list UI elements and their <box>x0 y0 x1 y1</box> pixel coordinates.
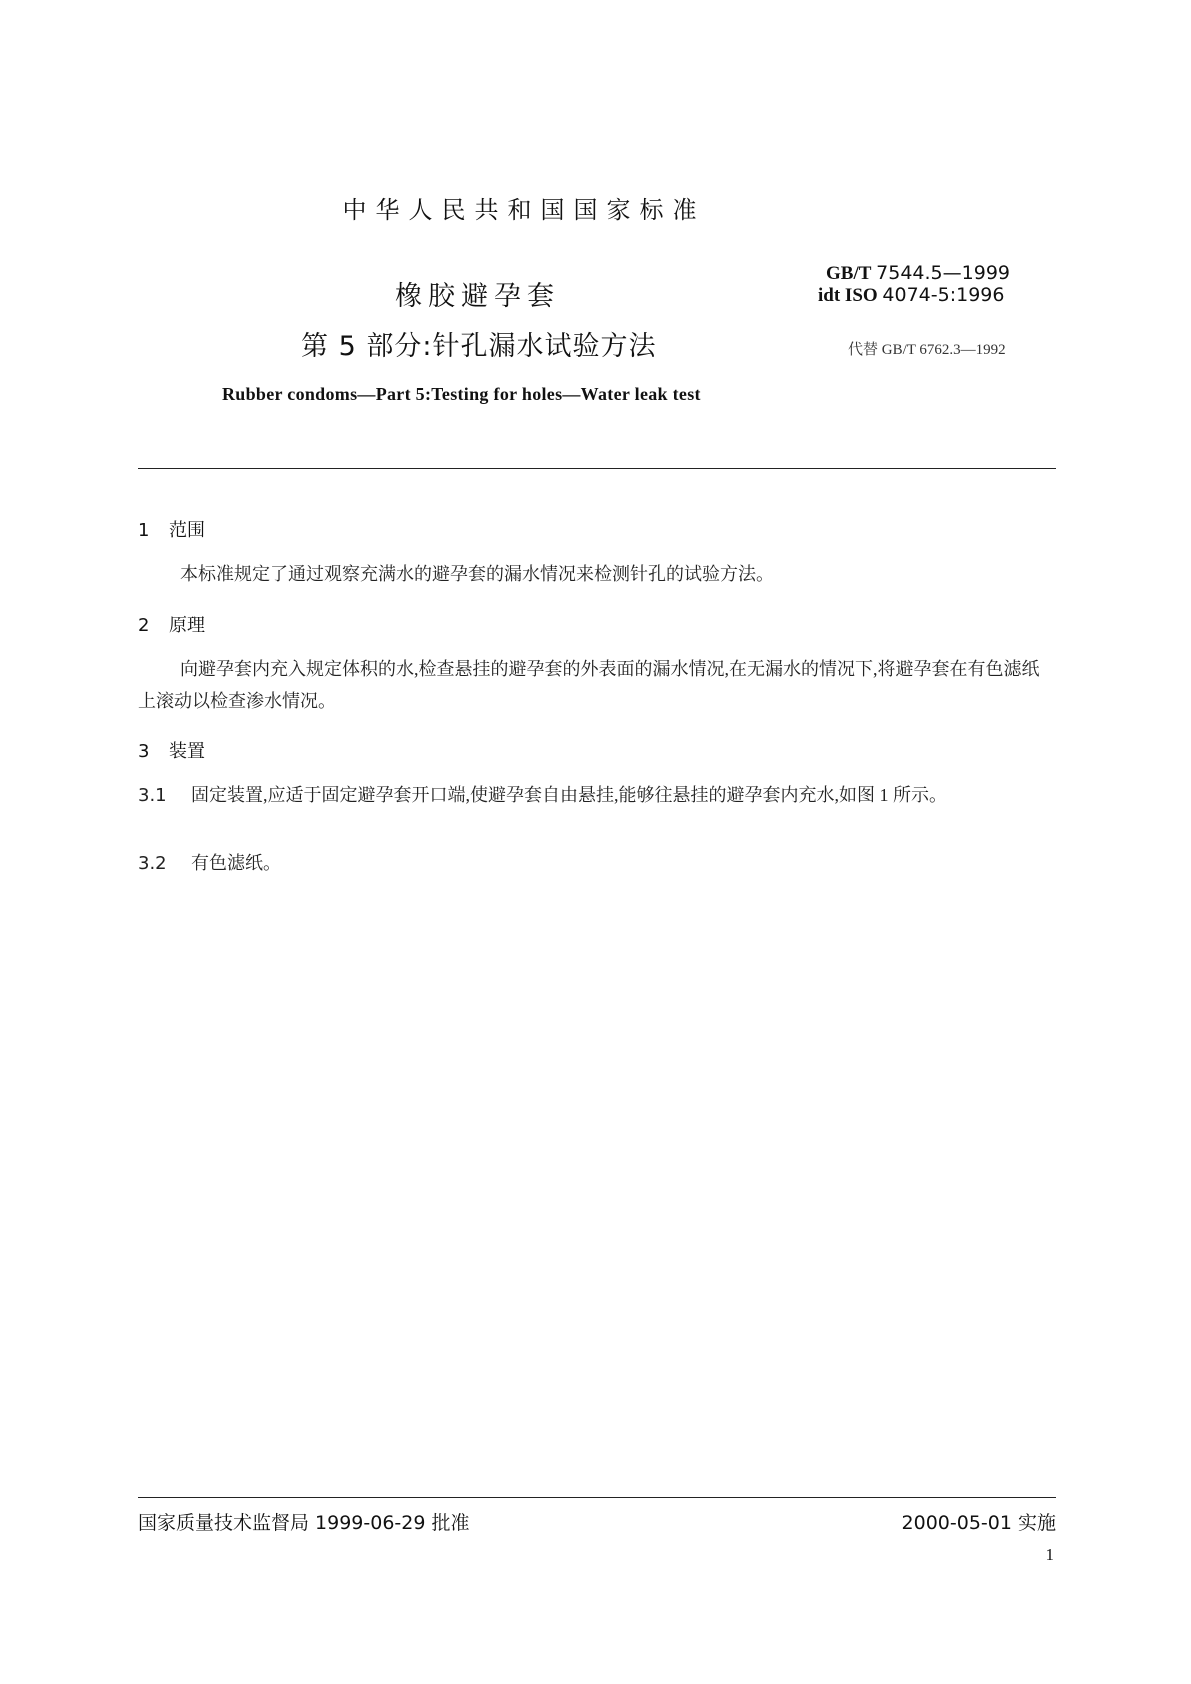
item-text: 有色滤纸。 <box>191 853 281 873</box>
section-title: 原理 <box>169 615 205 636</box>
section-title: 装置 <box>169 741 205 762</box>
idt-number: 4074-5:1996 <box>882 284 1005 306</box>
section-2-body: 向避孕套内充入规定体积的水,检查悬挂的避孕套的外表面的漏水情况,在无漏水的情况下,将避孕套在有色滤纸上滚动以检查渗水情况。 <box>138 659 1040 711</box>
gb-number: 7544.5—1999 <box>876 262 1010 284</box>
idt-prefix: idt ISO <box>818 285 878 306</box>
standard-number <box>826 262 1010 285</box>
gb-prefix: GB/T <box>826 263 872 284</box>
item-number: 3.1 <box>138 785 167 806</box>
title-cn-line-1: 橡胶避孕套 <box>395 281 560 312</box>
replaces-standard: 代替 GB/T 6762.3—1992 <box>848 342 1006 358</box>
section-number: 1 <box>138 520 150 541</box>
section-1-body: 本标准规定了通过观察充满水的避孕套的漏水情况来检测针孔的试验方法。 <box>180 564 774 584</box>
title-en: Rubber condoms—Part 5:Testing for holes—Water leak test <box>222 384 701 404</box>
section-3-heading <box>138 737 205 763</box>
implementation-date: 2000-05-01 实施 <box>901 1512 1056 1534</box>
section-title: 范围 <box>169 520 205 541</box>
section-1-heading <box>138 516 205 542</box>
section-number: 2 <box>138 615 150 636</box>
item-text: 固定装置,应适于固定避孕套开口端,使避孕套自由悬挂,能够往悬挂的避孕套内充水,如图 1 所示。 <box>191 785 947 805</box>
header-divider <box>138 468 1056 469</box>
idt-standard-number <box>818 284 1004 307</box>
section-number: 3 <box>138 741 150 762</box>
national-standard-heading: 中华人民共和国国家标准 <box>342 196 706 224</box>
page-number: 1 <box>1045 1545 1054 1564</box>
footer-divider <box>138 1497 1056 1498</box>
approval-info: 国家质量技术监督局 1999-06-29 批准 <box>138 1512 470 1534</box>
item-number: 3.2 <box>138 853 167 874</box>
title-cn-line-2: 第 5 部分:针孔漏水试验方法 <box>301 331 657 362</box>
item-3-2 <box>138 849 281 875</box>
item-3-1 <box>138 779 1056 812</box>
section-2-heading <box>138 611 205 637</box>
